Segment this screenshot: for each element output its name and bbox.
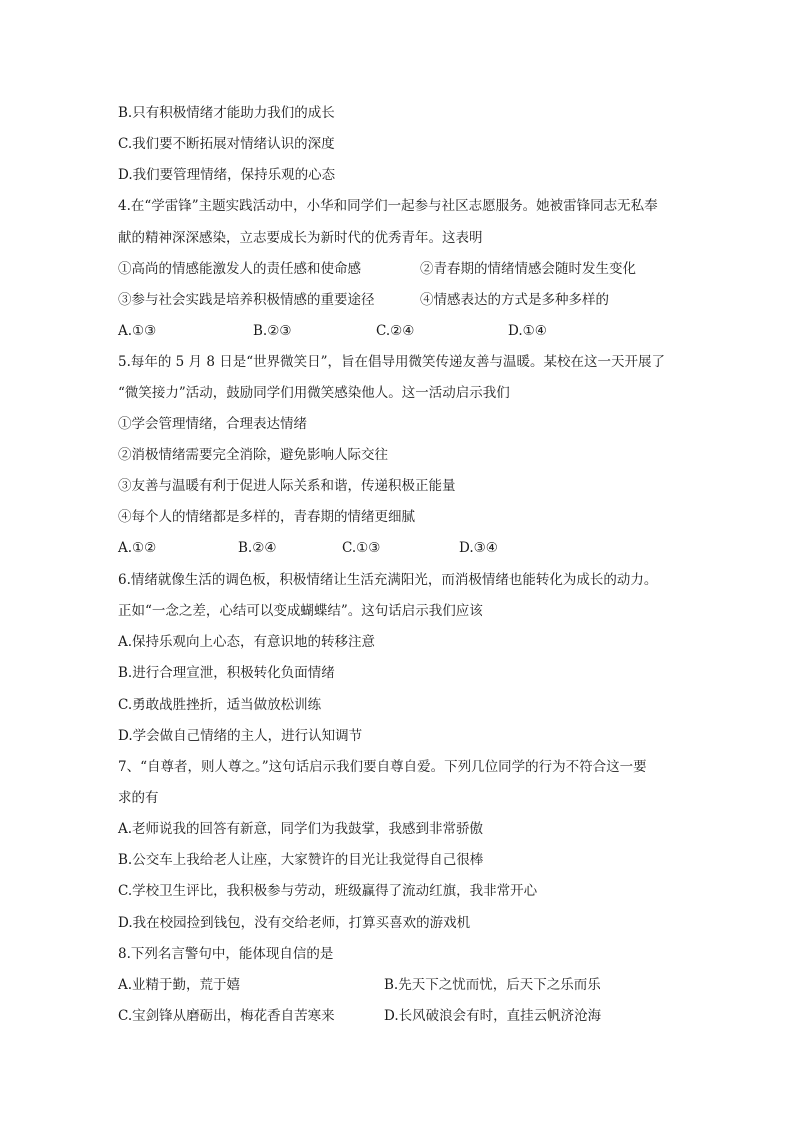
q4-option-c: C.②④ xyxy=(376,323,415,339)
q8-option-c: C.宝剑锋从磨砺出，梅花香自苦寒来 xyxy=(118,1008,335,1024)
q8-option-a: A.业精于勤，荒于嬉 xyxy=(118,977,241,993)
q6-option-b: B.进行合理宣泄，积极转化负面情绪 xyxy=(118,665,335,681)
q7-option-b: B.公交车上我给老人让座，大家赞许的目光让我觉得自己很棒 xyxy=(118,852,484,868)
q6-stem-line1: 6.情绪就像生活的调色板，积极情绪让生活充满阳光，而消极情绪也能转化为成长的动力。 xyxy=(118,572,658,588)
q5-item-2: ②消极情绪需要完全消除，避免影响人际交往 xyxy=(118,447,388,463)
q6-option-d: D.学会做自己情绪的主人，进行认知调节 xyxy=(118,728,363,744)
q4-option-a: A.①③ xyxy=(118,323,157,339)
q7-option-d: D.我在校园捡到钱包，没有交给老师，打算买喜欢的游戏机 xyxy=(118,915,471,931)
q8-option-d: D.长风破浪会有时，直挂云帆济沧海 xyxy=(384,1008,602,1024)
q5-stem-line1: 5.每年的 5 月 8 日是“世界微笑日”，旨在倡导用微笑传递友善与温暖。某校在这一天开展了 xyxy=(118,354,666,370)
q6-stem-line2: 正如“一念之差，心结可以变成蝴蝶结”。这句话启示我们应该 xyxy=(118,603,483,619)
q4-item-1: ①高尚的情感能激发人的责任感和使命感 xyxy=(118,261,361,277)
q5-option-c: C.①③ xyxy=(342,540,381,556)
q5-option-a: A.①② xyxy=(118,540,157,556)
q5-stem-line2: “微笑接力”活动，鼓励同学们用微笑感染他人。这一活动启示我们 xyxy=(118,385,510,401)
q5-item-3: ③友善与温暖有利于促进人际关系和谐，传递积极正能量 xyxy=(118,478,456,494)
q4-option-b: B.②③ xyxy=(253,323,292,339)
q8-stem: 8.下列名言警句中，能体现自信的是 xyxy=(118,946,334,962)
q8-option-b: B.先天下之忧而忧，后天下之乐而乐 xyxy=(384,977,601,993)
q6-option-c: C.勇敢战胜挫折，适当做放松训练 xyxy=(118,697,322,713)
q3-option-b: B.只有积极情绪才能助力我们的成长 xyxy=(118,105,335,121)
q5-option-d: D.③④ xyxy=(459,540,498,556)
q7-stem-line2: 求的有 xyxy=(118,790,159,806)
q4-options xyxy=(118,321,718,341)
q4-option-d: D.①④ xyxy=(508,323,547,339)
q3-option-c: C.我们要不断拓展对情绪认识的深度 xyxy=(118,136,335,152)
q7-option-a: A.老师说我的回答有新意，同学们为我鼓掌，我感到非常骄傲 xyxy=(118,821,484,837)
q4-stem-line1: 4.在“学雷锋”主题实践活动中，小华和同学们一起参与社区志愿服务。她被雷锋同志无私奉 xyxy=(118,198,658,214)
q4-item-4: ④情感表达的方式是多种多样的 xyxy=(420,292,609,308)
q5-option-b: B.②④ xyxy=(238,540,277,556)
q4-stem-line2: 献的精神深深感染，立志要成长为新时代的优秀青年。这表明 xyxy=(118,230,483,246)
q5-options xyxy=(118,538,718,558)
q4-item-2: ②青春期的情绪情感会随时发生变化 xyxy=(420,261,636,277)
q4-item-3: ③参与社会实践是培养积极情感的重要途径 xyxy=(118,292,375,308)
q3-option-d: D.我们要管理情绪，保持乐观的心态 xyxy=(118,167,336,183)
q6-option-a: A.保持乐观向上心态，有意识地的转移注意 xyxy=(118,634,376,650)
q7-stem-line1: 7、“自尊者，则人尊之。”这句话启示我们要自尊自爱。下列几位同学的行为不符合这一要 xyxy=(118,759,647,775)
q7-option-c: C.学校卫生评比，我积极参与劳动，班级赢得了流动红旗，我非常开心 xyxy=(118,883,538,899)
q5-item-4: ④每个人的情绪都是多样的，青春期的情绪更细腻 xyxy=(118,509,415,525)
q5-item-1: ①学会管理情绪，合理表达情绪 xyxy=(118,416,307,432)
